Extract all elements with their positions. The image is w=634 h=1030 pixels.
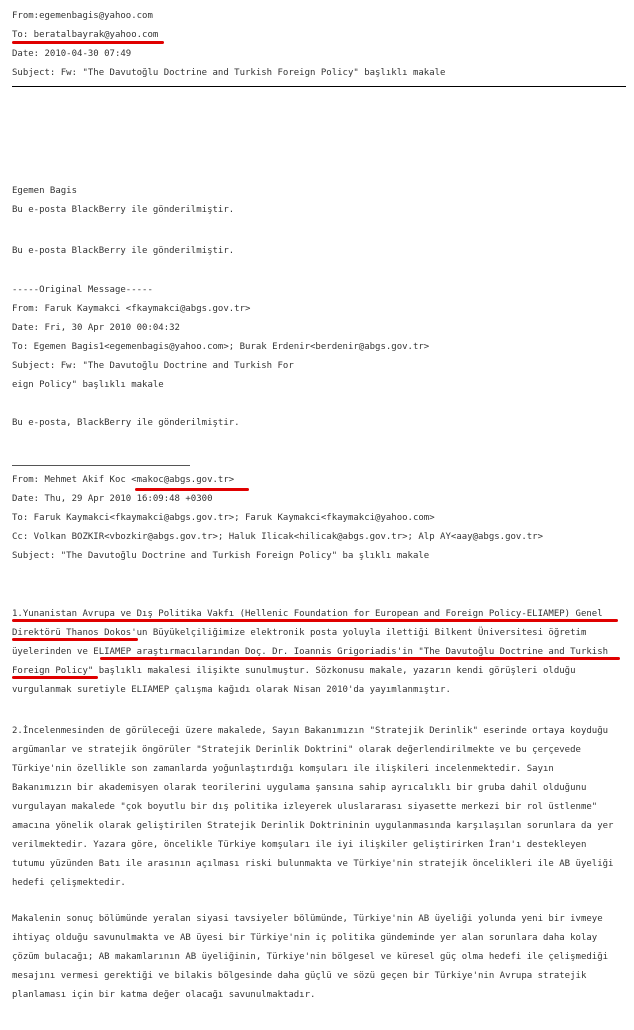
paragraph-line: vurgulanmak suretiyle ELIAMEP çalışma kağıdı olarak Nisan 2010'da yayımlanmıştır. <box>12 685 451 695</box>
paragraph-line: 1.Yunanistan Avrupa ve Dış Politika Vakfı (Hellenic Foundation for European and Foreign Policy-ELIAMEP) Genel <box>12 609 603 619</box>
red-underline <box>12 638 138 641</box>
orig2-from: From: Mehmet Akif Koc <makoc@abgs.gov.tr> <box>12 475 235 485</box>
original-message-separator: -----Original Message----- <box>12 285 153 295</box>
paragraph-line: çözüm bulacağı; AB makamlarının AB üyeliğinin, Türkiye'nin bölgesel ve küresel güç olma hedefi ile çelişmediği <box>12 952 609 962</box>
paragraph-line: mesajını vermesi gerektiği ve bilakis bölgesinde daha güçlü ve sözü geçen bir Türkiye'nin Avrupa stratejik <box>12 971 587 981</box>
paragraph-line: vurgulayan makalede "çok boyutlu bir dış politika izleyerek uluslararası siyasette merkezi bir rol üstlenme" <box>12 802 598 812</box>
paragraph-line: üyelerinden ve ELIAMEP araştırmacılarından Doç. Dr. Ioannis Grigoriadis'in "The Davutoğlu Doctrine and Turkish <box>12 647 609 657</box>
blackberry-signature: Bu e-posta BlackBerry ile gönderilmiştir. <box>12 205 235 215</box>
header-to: To: beratalbayrak@yahoo.com <box>12 30 159 40</box>
red-underline-to <box>12 41 164 44</box>
red-underline <box>12 676 98 679</box>
orig1-subject: Subject: Fw: "The Davutoğlu Doctrine and Turkish For <box>12 361 294 371</box>
orig2-date: Date: Thu, 29 Apr 2010 16:09:48 +0300 <box>12 494 213 504</box>
orig1-date: Date: Fri, 30 Apr 2010 00:04:32 <box>12 323 180 333</box>
paragraph-line: planlaması için bir katma değer olacağı savunulmaktadır. <box>12 990 316 1000</box>
sender-name: Egemen Bagis <box>12 186 78 196</box>
red-underline <box>100 657 620 660</box>
paragraph-line: hedefi çelişmektedir. <box>12 878 126 888</box>
blackberry-signature: Bu e-posta BlackBerry ile gönderilmiştir. <box>12 246 235 256</box>
blackberry-signature: Bu e-posta, BlackBerry ile gönderilmiştir. <box>12 418 240 428</box>
red-underline <box>12 619 618 622</box>
header-date: Date: 2010-04-30 07:49 <box>12 49 132 59</box>
paragraph-line: argümanlar ve stratejik öngörüler "Stratejik Derinlik Doktrini" olarak değerlendirilmekte ve bu çerçevede <box>12 745 581 755</box>
header-divider <box>12 86 626 87</box>
orig2-to: To: Faruk Kaymakci<fkaymakci@abgs.gov.tr>; Faruk Kaymakci<fkaymakci@yahoo.com> <box>12 513 435 523</box>
red-underline-sender <box>135 488 249 491</box>
paragraph-line: Direktörü Thanos Dokos'un Büyükelçiliğimize elektronik posta yoluyla ilettiği Bilkent Üniversitesi öğretim <box>12 628 587 638</box>
paragraph-line: Türkiye'nin özellikle son zamanlarda yoğunlaştırdığı komşuları ile ilişkileri incelenmektedir. Sayın <box>12 764 554 774</box>
paragraph-line: Foreign Policy" başlıklı makalesi ilişikte sunulmuştur. Sözkonusu makale, yazarın kendi görüşleri olduğu <box>12 666 576 676</box>
orig1-to: To: Egemen Bagis1<egemenbagis@yahoo.com>; Burak Erdenir<berdenir@abgs.gov.tr> <box>12 342 430 352</box>
paragraph-line: amacına yönelik olarak geliştirilen Stratejik Derinlik Doktrininin uygulanmasında karşılaşılan sorunlara da yer <box>12 821 614 831</box>
header-subject: Subject: Fw: "The Davutoğlu Doctrine and Turkish Foreign Policy" başlıklı makale <box>12 68 446 78</box>
paragraph-line: 2.İncelenmesinden de görüleceği üzere makalede, Sayın Bakanımızın "Stratejik Derinlik" eserinde ortaya koyduğu <box>12 726 609 736</box>
paragraph-line: verilmektedir. Yazara göre, öncelikle Türkiye komşuları ile iyi ilişkiler geliştirirken İran'ı destekleyen <box>12 840 587 850</box>
paragraph-line: ihtiyaç olduğu savunulmakta ve AB üyesi bir Türkiye'nin iç politika gündeminde yer alan sorunlara daha kolay <box>12 933 598 943</box>
orig2-cc: Cc: Volkan BOZKIR<vbozkir@abgs.gov.tr>; Haluk Ilicak<hilicak@abgs.gov.tr>; Alp AY<aay@abgs.gov.tr> <box>12 532 544 542</box>
paragraph-line: Makalenin sonuç bölümünde yeralan siyasi tavsiyeler bölümünde, Türkiye'nin AB üyeliği yolunda yeni bir ivmeye <box>12 914 603 924</box>
body-paragraph-2 <box>12 722 626 893</box>
header-from: From:egemenbagis@yahoo.com <box>12 11 153 21</box>
message-divider <box>12 465 190 466</box>
body-paragraph-3 <box>12 910 626 1005</box>
orig1-subject-continued: eign Policy" başlıklı makale <box>12 380 164 390</box>
orig2-subject: Subject: "The Davutoğlu Doctrine and Turkish Foreign Policy" ba şlıklı makale <box>12 551 430 561</box>
orig1-from: From: Faruk Kaymakci <fkaymakci@abgs.gov.tr> <box>12 304 251 314</box>
paragraph-line: tutumu yüzünden Batı ile arasının açılması riski bulunmakta ve Türkiye'nin stratejik öncelikleri ile AB üyeliği <box>12 859 614 869</box>
paragraph-line: Bakanımızın bir akademisyen olarak teorilerini uygulama şansına sahip ayrıcalıklı bir gruba dahil olduğunu <box>12 783 587 793</box>
